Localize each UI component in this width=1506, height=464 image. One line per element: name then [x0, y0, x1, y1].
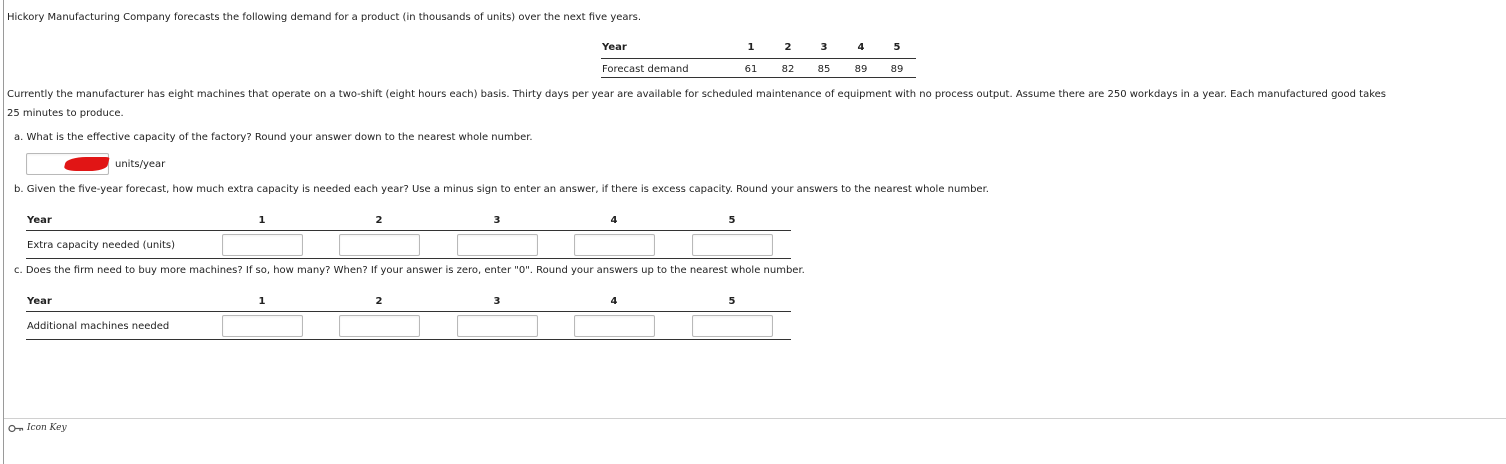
forecast-year-3: 3 — [820, 42, 828, 53]
part-b-year-5: 5 — [728, 215, 736, 226]
part-b-year-4: 4 — [610, 215, 618, 226]
part-b-year-2: 2 — [375, 215, 383, 226]
part-b-bottom-rule — [26, 258, 791, 259]
extra-capacity-input-year-3[interactable] — [457, 234, 538, 256]
part-b-year-header: Year — [27, 215, 52, 226]
machines-input-year-2[interactable] — [339, 315, 420, 337]
machines-input-year-4[interactable] — [574, 315, 655, 337]
forecast-year-5: 5 — [893, 42, 901, 53]
redaction-mark — [63, 157, 109, 171]
part-b-year-3: 3 — [493, 215, 501, 226]
forecast-demand-2: 82 — [781, 64, 795, 75]
part-b-row-label: Extra capacity needed (units) — [27, 240, 176, 251]
machines-input-year-1[interactable] — [222, 315, 303, 337]
part-c-year-3: 3 — [493, 296, 501, 307]
left-border — [3, 0, 4, 464]
part-b-header-rule — [26, 230, 791, 231]
forecast-bottom-rule — [601, 77, 916, 78]
forecast-demand-4: 89 — [854, 64, 868, 75]
key-icon — [8, 424, 24, 433]
forecast-year-2: 2 — [784, 42, 792, 53]
extra-capacity-input-year-2[interactable] — [339, 234, 420, 256]
extra-capacity-input-year-4[interactable] — [574, 234, 655, 256]
forecast-header-rule — [601, 58, 916, 59]
forecast-year-4: 4 — [857, 42, 865, 53]
part-c-row-label: Additional machines needed — [27, 321, 170, 332]
part-c-year-1: 1 — [258, 296, 266, 307]
part-c-question: c. Does the firm need to buy more machines? If so, how many? When? If your answer is zero, enter "0". Round your answers up to the nearest whole number. — [14, 265, 805, 276]
problem-paragraph-line-2: 25 minutes to produce. — [7, 108, 124, 119]
icon-key[interactable] — [8, 423, 67, 433]
forecast-demand-1: 61 — [744, 64, 758, 75]
part-c-year-2: 2 — [375, 296, 383, 307]
intro-text: Hickory Manufacturing Company forecasts the following demand for a product (in thousands of units) over the next five years. — [7, 12, 642, 23]
problem-paragraph-line-1: Currently the manufacturer has eight machines that operate on a two-shift (eight hours each) basis. Thirty days per year are available for scheduled maintenance of equipment with no process output. Assume there are 250 workdays in a year. Each manufactured good takes — [7, 89, 1387, 100]
forecast-demand-label: Forecast demand — [602, 64, 689, 75]
forecast-year-header: Year — [602, 42, 627, 53]
part-c-year-4: 4 — [610, 296, 618, 307]
icon-key-label: Icon Key — [27, 423, 67, 433]
extra-capacity-input-year-1[interactable] — [222, 234, 303, 256]
machines-input-year-5[interactable] — [692, 315, 773, 337]
footer-divider — [4, 418, 1506, 419]
part-a-question: a. What is the effective capacity of the factory? Round your answer down to the nearest whole number. — [14, 132, 533, 143]
machines-input-year-3[interactable] — [457, 315, 538, 337]
part-c-bottom-rule — [26, 339, 791, 340]
forecast-year-1: 1 — [747, 42, 755, 53]
forecast-demand-5: 89 — [890, 64, 904, 75]
forecast-demand-3: 85 — [817, 64, 831, 75]
part-c-year-header: Year — [27, 296, 52, 307]
part-c-year-5: 5 — [728, 296, 736, 307]
part-b-year-1: 1 — [258, 215, 266, 226]
effective-capacity-unit: units/year — [115, 159, 166, 170]
part-c-header-rule — [26, 311, 791, 312]
extra-capacity-input-year-5[interactable] — [692, 234, 773, 256]
part-b-question: b. Given the five-year forecast, how much extra capacity is needed each year? Use a minus sign to enter an answer, if there is excess capacity. Round your answers to the nearest whole number. — [14, 184, 989, 195]
